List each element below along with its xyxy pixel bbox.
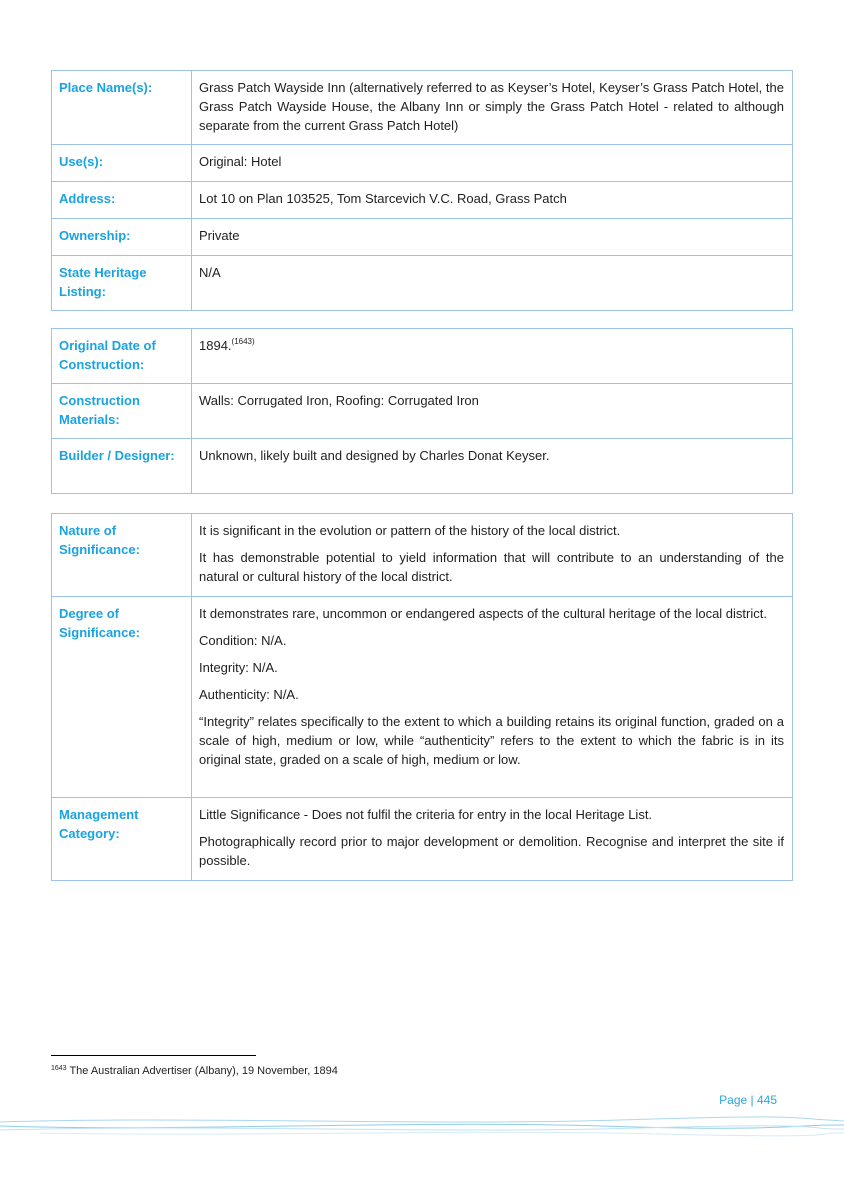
table-row (52, 145, 793, 182)
page-number: Page | 445 (719, 1093, 777, 1107)
table-row (52, 71, 793, 145)
significance-table (51, 513, 793, 881)
footer-wave-decoration (0, 1112, 844, 1142)
builder-label: Builder / Designer: (52, 439, 192, 494)
use-value: Original: Hotel (192, 145, 793, 182)
nature-of-significance-value (192, 514, 793, 597)
footnote-reference[interactable]: (1643) (231, 337, 255, 346)
original-date-cell (192, 329, 793, 384)
state-heritage-label: State Heritage Listing: (52, 256, 192, 311)
table-row (52, 256, 793, 311)
state-heritage-value: N/A (192, 256, 793, 311)
paragraph: Photographically record prior to major development or demolition. Recognise and interpret the site if possible. (199, 834, 784, 868)
table-row (52, 384, 793, 439)
original-date-value: 1894. (199, 338, 232, 353)
table-row (52, 439, 793, 494)
ownership-label: Ownership: (52, 219, 192, 256)
paragraph: “Integrity” relates specifically to the extent to which a building retains its original function, graded on a scale of high, medium or low, while “authenticity” refers to the extent to which the fabric is in its original state, graded on a scale of high, medium or low. (199, 714, 784, 767)
paragraph: It has demonstrable potential to yield information that will contribute to an understanding of the natural or cultural history of the local district. (199, 550, 784, 584)
table-row (52, 182, 793, 219)
paragraph: Little Significance - Does not fulfil the criteria for entry in the local Heritage List. (199, 807, 653, 822)
condition-text: Condition: N/A. (199, 633, 287, 648)
footnote-number: 1643 (51, 1065, 67, 1072)
table-row (52, 329, 793, 384)
footnote-divider (51, 1055, 256, 1056)
construction-materials-label: Construction Materials: (52, 384, 192, 439)
original-date-label: Original Date of Construction: (52, 329, 192, 384)
table-row (52, 219, 793, 256)
table-row (52, 798, 793, 881)
management-category-value (192, 798, 793, 881)
integrity-text: Integrity: N/A. (199, 660, 278, 675)
management-category-label: Management Category: (52, 798, 192, 881)
place-name-value: Grass Patch Wayside Inn (alternatively referred to as Keyser’s Hotel, Keyser’s Grass Patch Hotel, the Grass Patch Wayside House, the Albany Inn or simply the Grass Patch Hotel - related to although separate from the current Grass Patch Hotel) (192, 71, 793, 145)
paragraph: It demonstrates rare, uncommon or endangered aspects of the cultural heritage of the local district. (199, 606, 767, 621)
footnote (51, 1064, 338, 1078)
table-row (52, 597, 793, 798)
paragraph: It is significant in the evolution or pattern of the history of the local district. (199, 523, 621, 538)
use-label: Use(s): (52, 145, 192, 182)
degree-of-significance-label: Degree of Significance: (52, 597, 192, 798)
construction-table (51, 328, 793, 494)
builder-value: Unknown, likely built and designed by Charles Donat Keyser. (192, 439, 793, 494)
ownership-value: Private (192, 219, 793, 256)
address-value: Lot 10 on Plan 103525, Tom Starcevich V.C. Road, Grass Patch (192, 182, 793, 219)
address-label: Address: (52, 182, 192, 219)
authenticity-text: Authenticity: N/A. (199, 687, 299, 702)
construction-materials-value: Walls: Corrugated Iron, Roofing: Corrugated Iron (192, 384, 793, 439)
nature-of-significance-label: Nature of Significance: (52, 514, 192, 597)
footnote-text: The Australian Advertiser (Albany), 19 November, 1894 (69, 1065, 338, 1077)
place-name-label: Place Name(s): (52, 71, 192, 145)
degree-of-significance-value (192, 597, 793, 798)
table-row (52, 514, 793, 597)
place-identification-table (51, 70, 793, 311)
